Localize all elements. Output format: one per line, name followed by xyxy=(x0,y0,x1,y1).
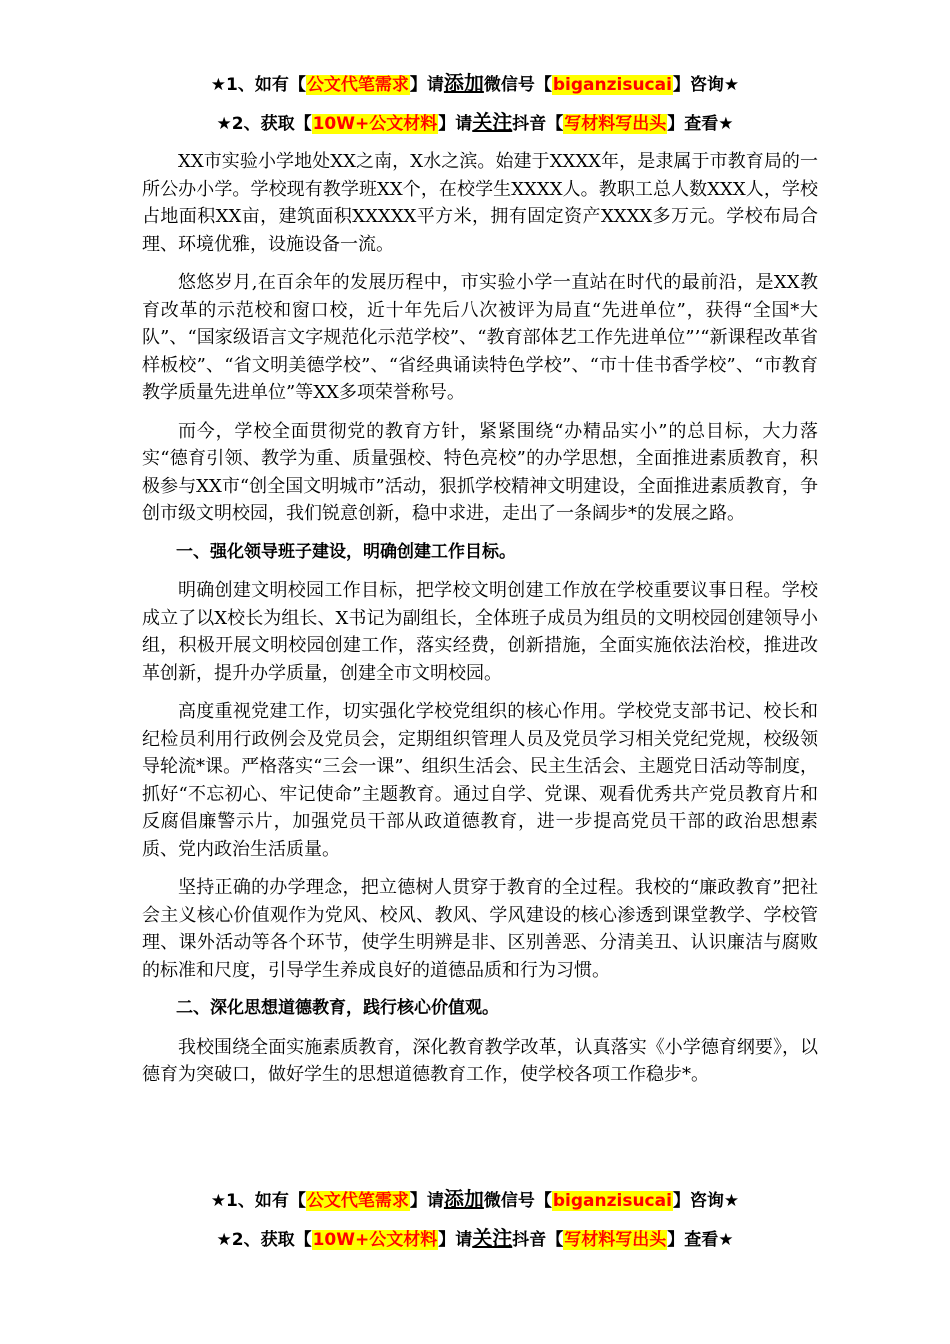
banner-text: 】请 xyxy=(409,1191,444,1211)
banner-text: ★2、获取【 xyxy=(216,1230,312,1250)
banner-text: 】请 xyxy=(409,75,444,95)
bottom-banner-line-2 xyxy=(0,1225,950,1253)
banner-text: 微信号【 xyxy=(483,1191,552,1211)
banner-highlight-wechat-id: biganzisucai xyxy=(552,75,672,95)
section-heading-1: 一、强化领导班子建设，明确创建工作目标。 xyxy=(176,541,516,562)
banner-text: 】查看★ xyxy=(667,1230,734,1250)
banner-emphasis: 添加 xyxy=(443,71,484,95)
paragraph-intro: XX市实验小学地处XX之南，X水之滨。始建于XXXX年，是隶属于市教育局的一所公办小学。学校现有教学班XX个，在校学生XXXX人。教职工总人数XXX人，学校占地面积XX亩，建筑面积XXXXX平方米，拥有固定资产XXXX多万元。学校布局合理、环境优雅，设施设备一流。 xyxy=(142,151,818,255)
banner-text: 微信号【 xyxy=(483,75,552,95)
banner-highlight-wechat-id: biganzisucai xyxy=(552,1191,672,1211)
top-banner-line-1 xyxy=(0,70,950,98)
paragraph-policy: 而今，学校全面贯彻党的教育方针，紧紧围绕“办精品实小”的总目标，大力落实“德育引领、教学为重、质量强校、特色亮校”的办学思想，全面推进素质教育，积极参与XX市“创全国文明城市”活动，狠抓学校精神文明建设，全面推进素质教育，争创市级文明校园，我们锐意创新，稳中求进，走出了一条阔步*的发展之路。 xyxy=(142,420,818,524)
banner-highlight-materials: 10W+公文材料 xyxy=(312,114,438,134)
top-banner-line-2 xyxy=(0,109,950,137)
banner-highlight-service: 公文代笔需求 xyxy=(306,1191,409,1211)
banner-highlight-douyin-id: 写材料写出头 xyxy=(564,1230,667,1250)
paragraph-history: 悠悠岁月,在百余年的发展历程中，市实验小学一直站在时代的最前沿，是XX教育改革的示范校和窗口校，近十年先后八次被评为局直“先进单位”，获得“全国*大队”、“国家级语言文字规范化示范学校”、“教育部体艺工作先进单位”’“新课程改革省样板校”、“省文明美德学校”、“省经典诵读特色学校”、“市十佳书香学校”、“市教育教学质量先进单位”等XX多项荣誉称号。 xyxy=(142,272,818,403)
paragraph-party-building: 高度重视党建工作，切实强化学校党组织的核心作用。学校党支部书记、校长和纪检员利用行政例会及党员会，定期组织管理人员及党员学习相关党纪党规，校级领导轮流*课。严格落实“三会一课”、组织生活会、民主生活会、主题党日活动等制度，抓好“不忘初心、牢记使命”主题教育。通过自学、党课、观看优秀共产党员教育片和反腐倡廉警示片，加强党员干部从政道德教育，进一步提高党员干部的政治思想素质、党内政治生活质量。 xyxy=(142,701,818,860)
banner-text: 】咨询★ xyxy=(672,1191,740,1211)
banner-highlight-service: 公文代笔需求 xyxy=(306,75,409,95)
paragraph-goal: 明确创建文明校园工作目标，把学校文明创建工作放在学校重要议事日程。学校成立了以X校长为组长、X书记为副组长，全体班子成员为组员的文明校园创建领导小组，积极开展文明校园创建工作，落实经费，创新措施，全面实施依法治校，推进改革创新，提升办学质量，创建全市文明校园。 xyxy=(142,580,818,684)
banner-text: 】请 xyxy=(438,1230,473,1250)
banner-emphasis: 添加 xyxy=(443,1187,484,1211)
section-heading-2: 二、深化思想道德教育，践行核心价值观。 xyxy=(176,998,499,1018)
banner-text: ★2、获取【 xyxy=(216,114,312,134)
banner-text: 抖音【 xyxy=(512,1230,564,1250)
banner-emphasis: 关注 xyxy=(472,110,513,134)
paragraph-moral-education: 我校围绕全面实施素质教育，深化教育教学改革，认真落实《小学德育纲要》，以德育为突破口，做好学生的思想道德教育工作，使学校各项工作稳步*。 xyxy=(142,1036,818,1085)
banner-highlight-douyin-id: 写材料写出头 xyxy=(564,114,667,134)
banner-emphasis: 关注 xyxy=(472,1226,513,1250)
paragraph-philosophy: 坚持正确的办学理念，把立德树人贯穿于教育的全过程。我校的“廉政教育”把社会主义核心价值观作为党风、校风、教风、学风建设的核心渗透到课堂教学、学校管理、课外活动等各个环节，使学生明辨是非、区别善恶、分清美丑、认识廉洁与腐败的标准和尺度，引导学生养成良好的道德品质和行为习惯。 xyxy=(142,877,818,981)
banner-highlight-materials: 10W+公文材料 xyxy=(312,1230,438,1250)
banner-text: ★1、如有【 xyxy=(210,1191,306,1211)
banner-text: ★1、如有【 xyxy=(210,75,306,95)
article-body xyxy=(142,148,818,1100)
banner-text: 】请 xyxy=(438,114,473,134)
banner-text: 】咨询★ xyxy=(672,75,740,95)
banner-text: 抖音【 xyxy=(512,114,564,134)
banner-text: 】查看★ xyxy=(667,114,734,134)
bottom-banner-line-1 xyxy=(0,1186,950,1214)
